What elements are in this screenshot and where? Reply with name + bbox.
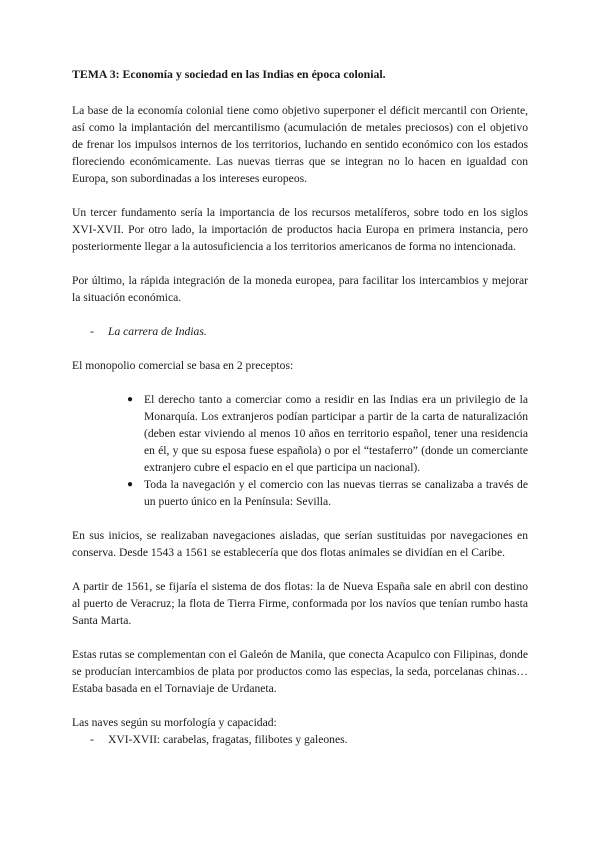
section-heading: La carrera de Indias. <box>108 325 207 338</box>
paragraph-1: La base de la economía colonial tiene como objetivo superponer el déficit mercantil con Oriente, así como la implantación del mercantilismo (acumulación de metales preciosos) con el objetivo de frenar los impulsos internos de los territorios, luchando en sentido económico con los estados floreciendo económicamente. Las nuevas tierras que se integran no lo hacen en igualdad con Europa, son subordinadas a los intereses europeos. <box>72 104 528 185</box>
precept-text: El derecho tanto a comerciar como a residir en las Indias era un privilegio de la Monarquía. Los extranjeros podían participar a partir de la carta de naturalización (deben estar viviendo al menos 10 años en territorio español, tener una residencia en él, y que su esposa fuese española) o por el “testaferro” (donde un comerciante extranjero cubre el espacio en el que participa un nacional). <box>144 393 528 474</box>
dash-marker: - <box>90 733 94 746</box>
list-item <box>72 323 528 340</box>
paragraph-3: Por último, la rápida integración de la moneda europea, para facilitar los intercambios y mejorar la situación económica. <box>72 274 528 304</box>
ships-list <box>72 731 528 748</box>
monopoly-intro: El monopolio comercial se basa en 2 preceptos: <box>72 359 294 372</box>
bullet-icon: ● <box>127 394 134 405</box>
list-item <box>127 476 528 510</box>
dash-marker: - <box>90 325 94 338</box>
paragraph-2: Un tercer fundamento sería la importancia de los recursos metalíferos, sobre todo en los siglos XVI-XVII. Por otro lado, la importación de productos hacia Europa en primera instancia, pero posteriormente llegar a la autosuficiencia a los territorios americanos de forma no intencionada. <box>72 206 528 253</box>
precept-text: Toda la navegación y el comercio con las nuevas tierras se canalizaba a través de un puerto único en la Península: Sevilla. <box>144 478 528 508</box>
document-title: TEMA 3: Economía y sociedad en las Indias en época colonial. <box>72 67 386 81</box>
list-item <box>72 731 528 748</box>
document-body <box>72 66 528 748</box>
precepts-list <box>72 391 528 510</box>
paragraph-5: A partir de 1561, se fijaría el sistema de dos flotas: la de Nueva España sale en abril con destino al puerto de Veracruz; la flota de Tierra Firme, conformada por los navíos que tenían rumbo hasta Santa Marta. <box>72 580 528 627</box>
paragraph-4: En sus inicios, se realizaban navegaciones aisladas, que serían sustituidas por navegaciones en conserva. Desde 1543 a 1561 se establecería que dos flotas animales se dividían en el Caribe. <box>72 529 528 559</box>
ships-item-text: XVI-XVII: carabelas, fragatas, filibotes y galeones. <box>108 733 348 746</box>
list-item <box>127 391 528 476</box>
bullet-icon: ● <box>127 479 134 490</box>
ships-intro: Las naves según su morfología y capacidad: <box>72 716 277 729</box>
section-heading-list <box>72 323 528 340</box>
paragraph-6: Estas rutas se complementan con el Galeón de Manila, que conecta Acapulco con Filipinas, donde se producían intercambios de plata por productos como las especias, la seda, porcelanas chinas… Estaba basada en el Tornaviaje de Urdaneta. <box>72 648 528 695</box>
